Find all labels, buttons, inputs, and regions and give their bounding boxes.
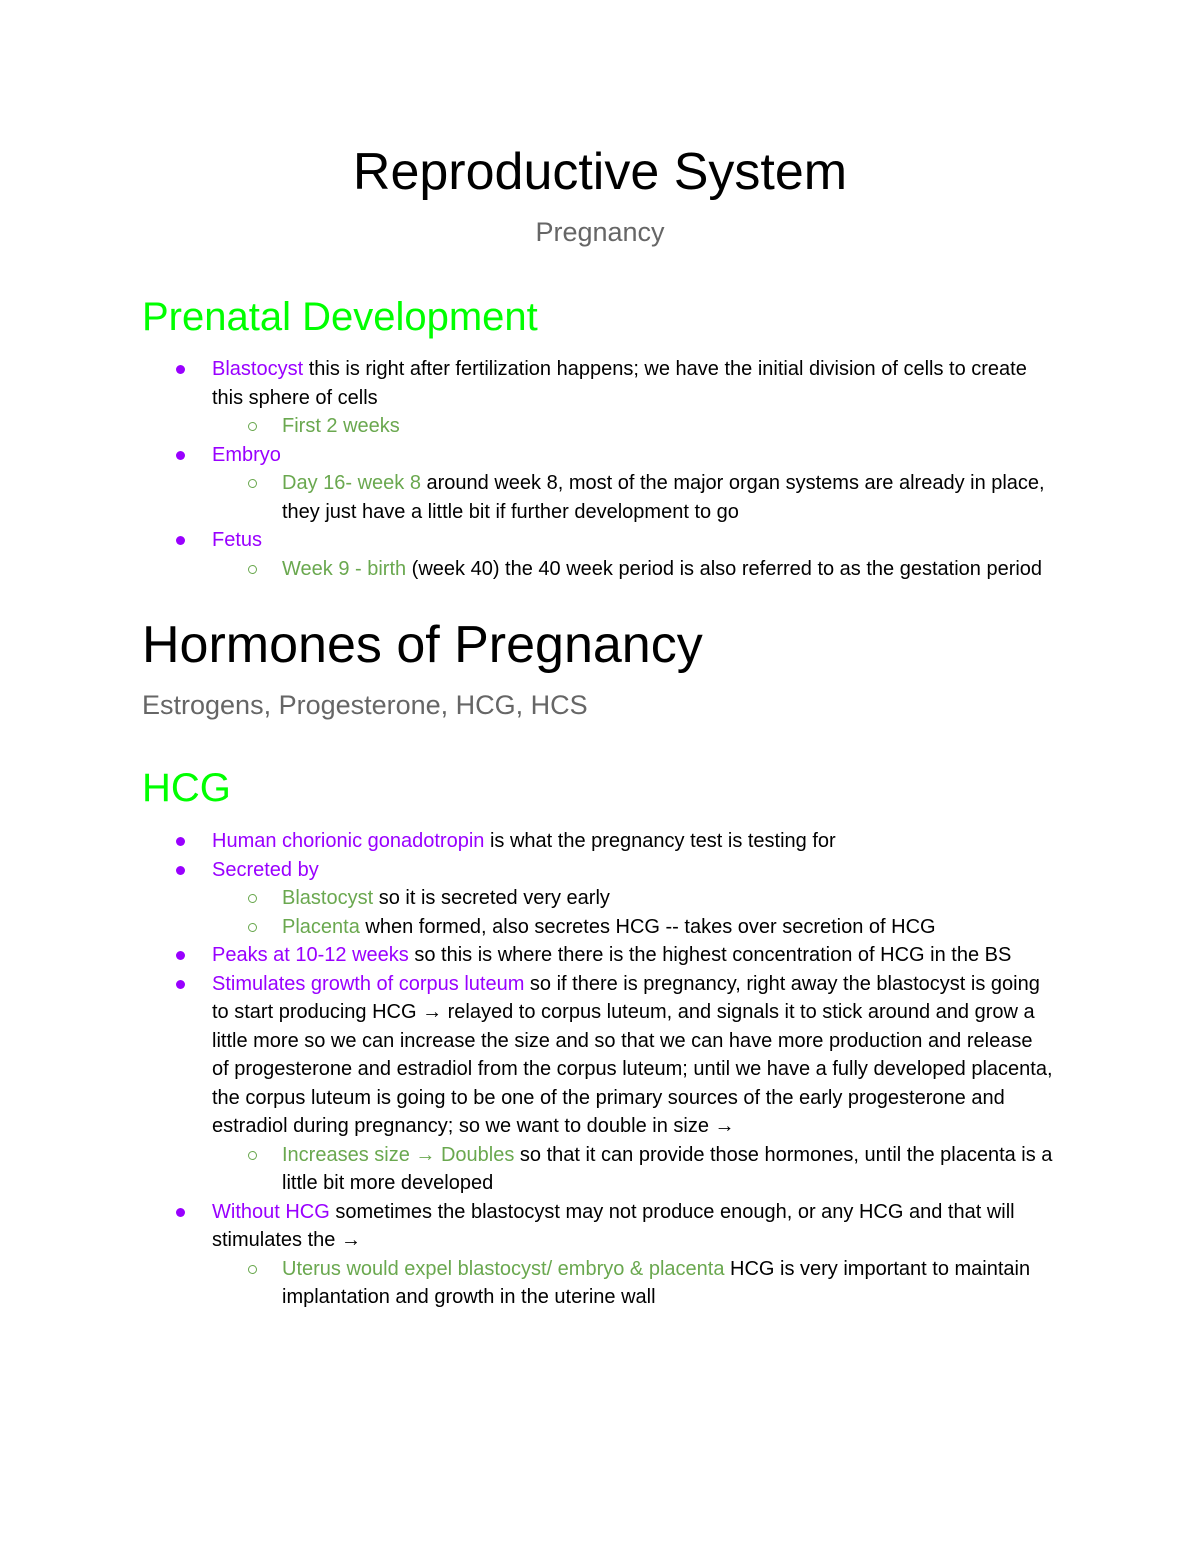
bullet-circle-icon	[248, 1151, 257, 1160]
item-term: Placenta	[282, 915, 360, 938]
bullet-dot-icon	[176, 1208, 185, 1217]
item-term: Day 16- week 8	[282, 472, 421, 494]
prenatal-list	[0, 355, 1200, 583]
sub-list-item	[0, 412, 1054, 441]
item-term: Increases size → Doubles	[282, 1143, 515, 1166]
item-text: HCG is very important to maintain implantation and growth in the uterine wall	[282, 1257, 1031, 1308]
heading-hormones-of-pregnancy: Hormones of Pregnancy	[142, 616, 703, 674]
bullet-dot-icon	[176, 451, 185, 460]
heading-prenatal-development: Prenatal Development	[142, 295, 538, 339]
bullet-circle-icon	[248, 1265, 257, 1274]
sub-list-item	[0, 913, 1054, 942]
item-term: Week 9 - birth	[282, 557, 407, 580]
hcg-list	[0, 827, 1200, 1312]
list-item	[0, 970, 1054, 1141]
item-term: Secreted by	[212, 858, 319, 881]
item-text: this is right after fertilization happens; we have the initial division of cells to create this sphere of cells	[212, 358, 1027, 409]
item-text: so that it can provide those hormones, until the placenta is a little bit more developed	[282, 1143, 1053, 1194]
item-text: when formed, also secretes HCG -- takes over secretion of HCG	[359, 915, 936, 938]
list-item	[0, 355, 1054, 412]
sub-list-item	[0, 555, 1054, 584]
item-term: Blastocyst	[282, 887, 374, 909]
list-item	[0, 441, 1054, 470]
heading-hcg: HCG	[142, 766, 231, 810]
sub-list-item	[0, 469, 1054, 526]
bullet-circle-icon	[248, 479, 257, 488]
hormones-subheading: Estrogens, Progesterone, HCG, HCS	[142, 690, 588, 720]
bullet-dot-icon	[176, 951, 185, 960]
item-text: around week 8, most of the major organ systems are already in place, they just have a little bit if further development to go	[282, 472, 1045, 523]
item-text: is what the pregnancy test is testing for	[484, 830, 836, 852]
bullet-dot-icon	[176, 365, 185, 374]
item-text: (week 40) the 40 week period is also referred to as the gestation period	[406, 557, 1043, 580]
item-term: Peaks at 10-12 weeks	[212, 944, 409, 966]
item-text: so it is secreted very early	[373, 887, 610, 909]
item-term: Embryo	[212, 443, 281, 466]
item-term: Human chorionic gonadotropin	[212, 830, 485, 852]
list-item	[0, 827, 1054, 856]
list-item	[0, 856, 1054, 885]
bullet-circle-icon	[248, 894, 257, 903]
document-title: Reproductive System	[352, 143, 848, 201]
item-term: Uterus would expel blastocyst/ embryo & placenta	[282, 1257, 725, 1280]
sub-list-item	[0, 1255, 1054, 1312]
bullet-dot-icon	[176, 837, 185, 846]
item-term: Stimulates growth of corpus luteum	[212, 972, 525, 995]
bullet-circle-icon	[248, 422, 257, 431]
item-term: Without HCG	[212, 1200, 330, 1223]
list-item	[0, 1198, 1054, 1255]
bullet-dot-icon	[176, 980, 185, 989]
bullet-circle-icon	[248, 923, 257, 932]
item-text: so if there is pregnancy, right away the blastocyst is going to start producing HCG → relayed to corpus luteum, and signals it to stick around and grow a little more so we can increase the size and so that we can have more production and release of progesterone and estradiol from the corpus luteum; until we have a fully developed placenta, the corpus luteum is going to be one of the primary sources of the early progesterone and estradiol during pregnancy; so we want to double in size →	[212, 972, 1053, 1137]
document-subtitle: Pregnancy	[535, 217, 665, 247]
item-text: sometimes the blastocyst may not produce enough, or any HCG and that will stimulates the →	[212, 1200, 1015, 1251]
bullet-circle-icon	[248, 565, 257, 574]
item-text: so this is where there is the highest concentration of HCG in the BS	[408, 944, 1012, 966]
bullet-dot-icon	[176, 866, 185, 875]
list-item	[0, 526, 1054, 555]
list-item	[0, 941, 1054, 970]
item-term: Blastocyst	[212, 358, 304, 380]
bullet-dot-icon	[176, 536, 185, 545]
item-term: First 2 weeks	[282, 415, 400, 437]
item-term: Fetus	[212, 529, 263, 551]
sub-list-item	[0, 884, 1054, 913]
sub-list-item	[0, 1141, 1054, 1198]
